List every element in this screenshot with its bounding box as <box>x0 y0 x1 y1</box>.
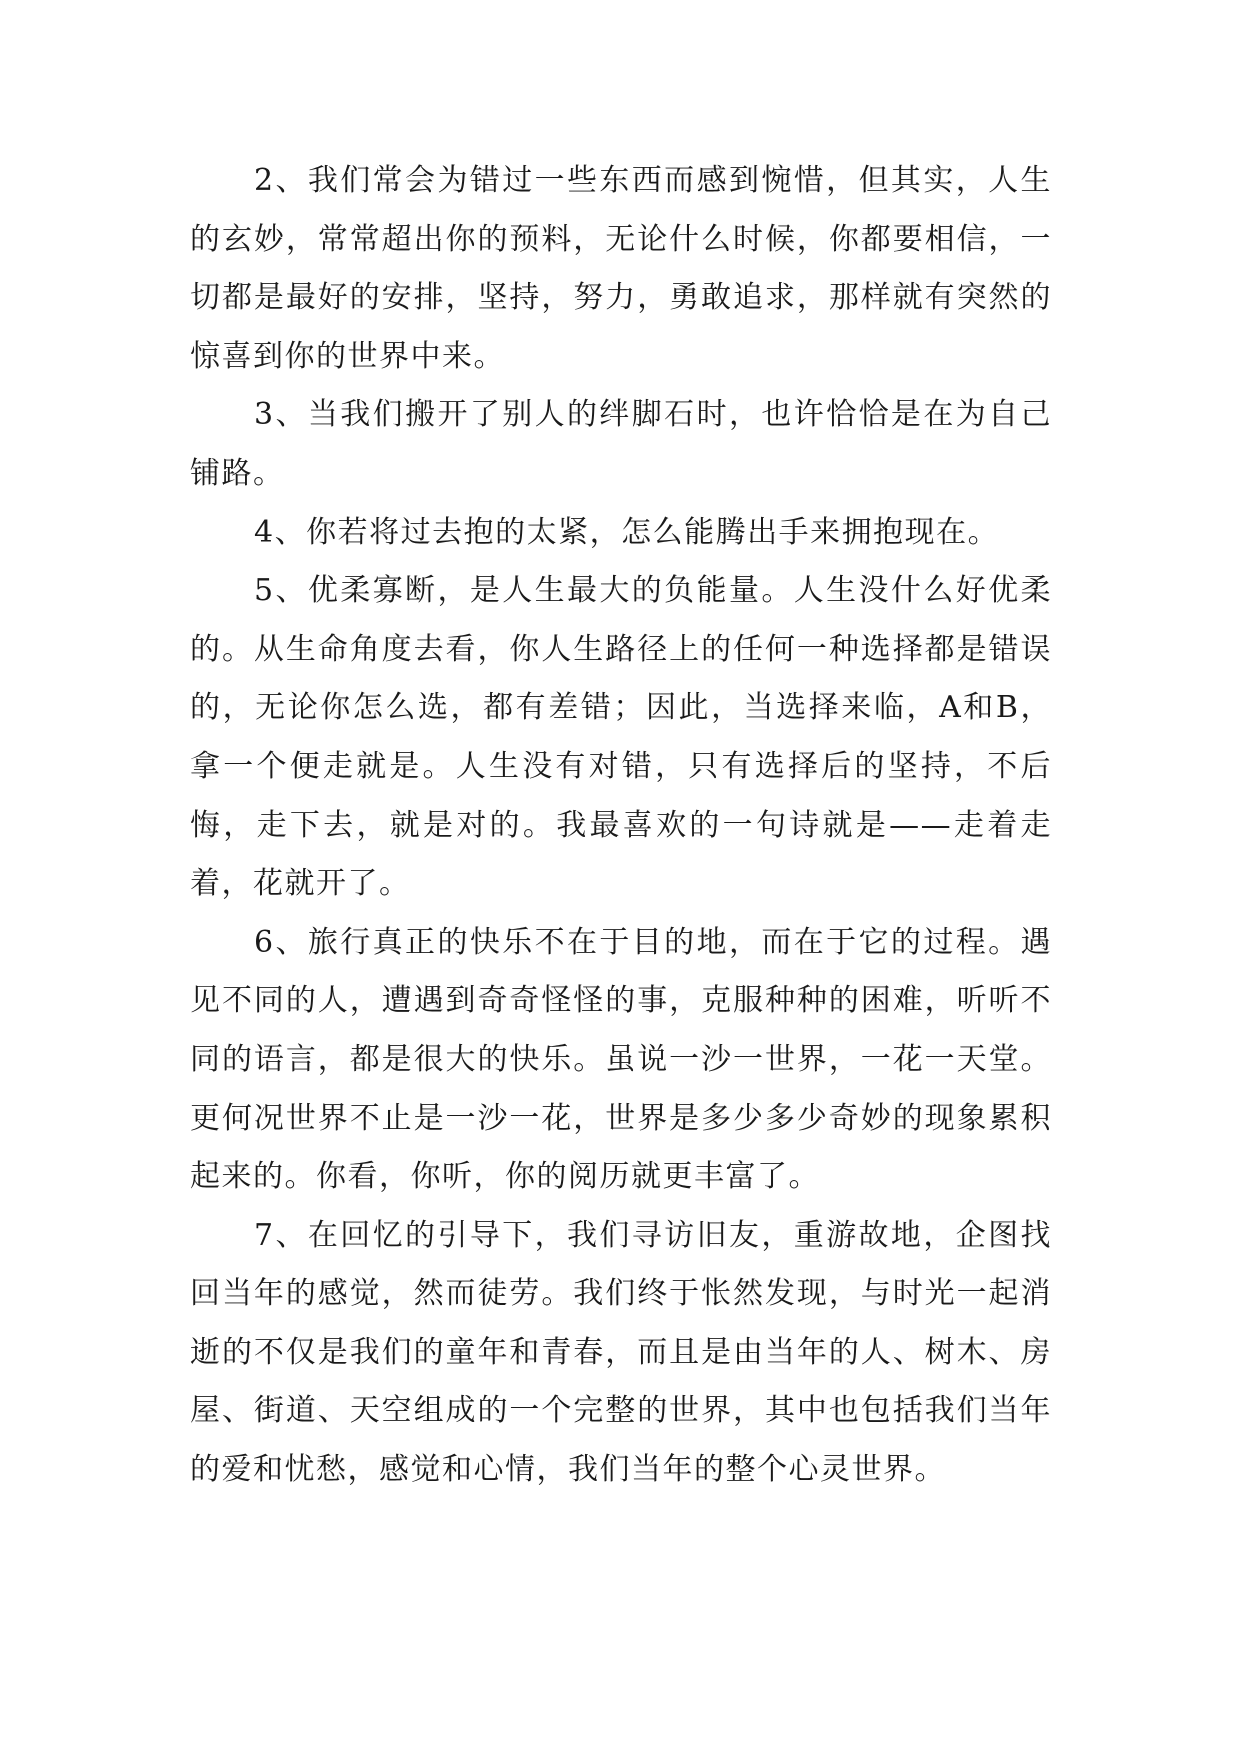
paragraph-3: 3、当我们搬开了别人的绊脚石时，也许恰恰是在为自己铺路。 <box>190 397 1052 491</box>
paragraph-7: 7、在回忆的引导下，我们寻访旧友，重游故地，企图找回当年的感觉，然而徒劳。我们终于怅然发现，与时光一起消逝的不仅是我们的童年和青春，而且是由当年的人、树木、房屋、街道、天空组成的一个完整的世界，其中也包括我们当年的爱和忧愁，感觉和心情，我们当年的整个心灵世界。 <box>190 1217 1052 1488</box>
paragraph-5: 5、优柔寡断，是人生最大的负能量。人生没什么好优柔的。从生命角度去看，你人生路径上的任何一种选择都是错误的，无论你怎么选，都有差错；因此，当选择来临，A和B，拿一个便走就是。人生没有对错，只有选择后的坚持，不后悔，走下去，就是对的。我最喜欢的一句诗就是——走着走着，花就开了。 <box>190 573 1052 902</box>
paragraph-2: 2、我们常会为错过一些东西而感到惋惜，但其实，人生的玄妙，常常超出你的预料，无论什么时候，你都要相信，一切都是最好的安排，坚持，努力，勇敢追求，那样就有突然的惊喜到你的世界中来。 <box>190 163 1052 374</box>
paragraph-4: 4、你若将过去抱的太紧，怎么能腾出手来拥抱现在。 <box>254 514 1000 550</box>
paragraph-6: 6、旅行真正的快乐不在于目的地，而在于它的过程。遇见不同的人，遭遇到奇奇怪怪的事，克服种种的困难，听听不同的语言，都是很大的快乐。虽说一沙一世界，一花一天堂。更何况世界不止是一沙一花，世界是多少多少奇妙的现象累积起来的。你看，你听，你的阅历就更丰富了。 <box>190 924 1052 1195</box>
document-body <box>190 152 1052 1500</box>
